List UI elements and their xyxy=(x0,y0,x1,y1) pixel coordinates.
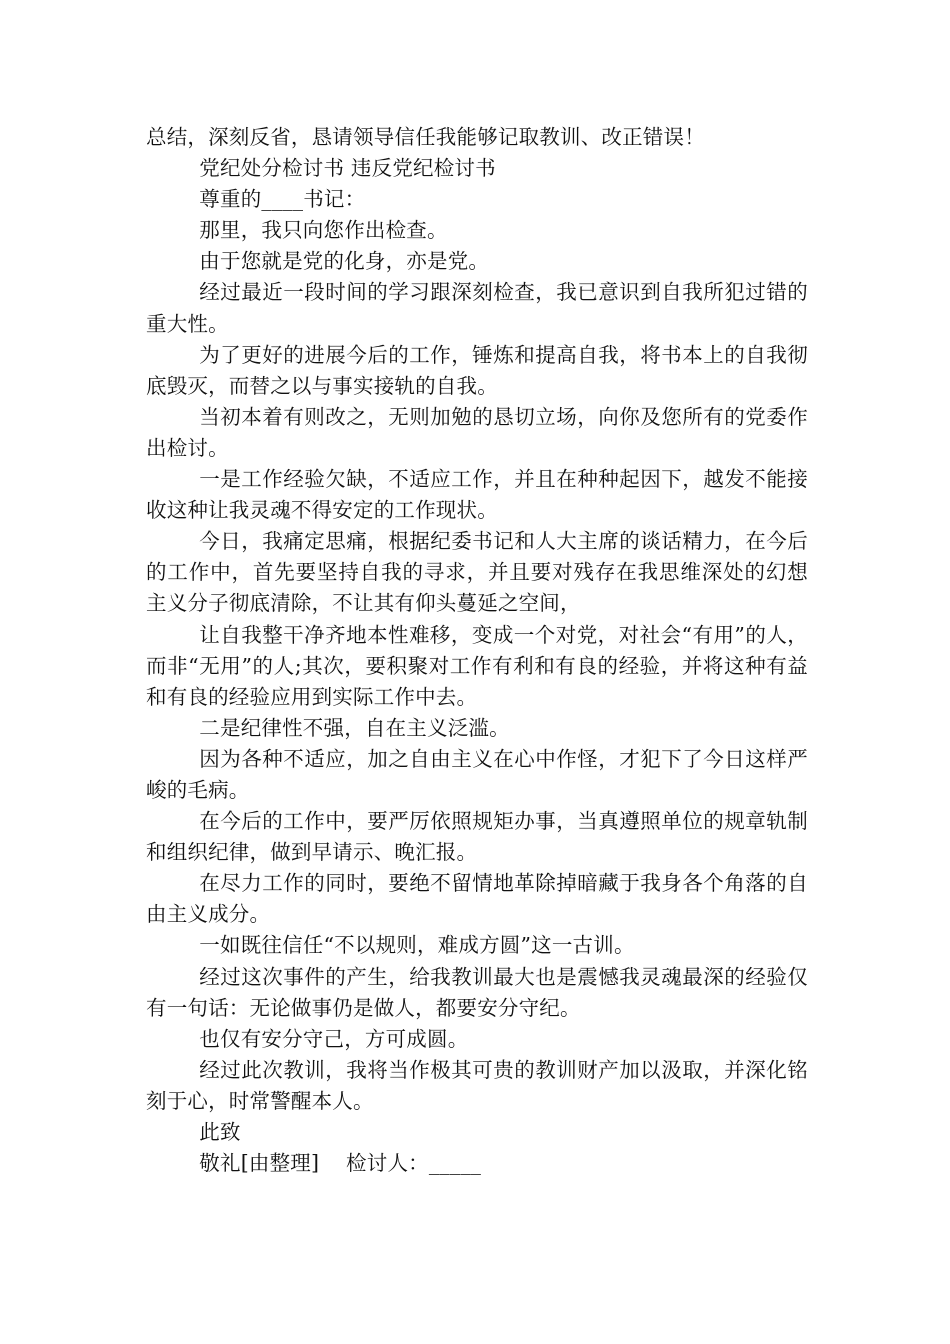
paragraph-12: 二是纪律性不强，自在主义泛滥。 xyxy=(199,715,510,740)
paragraph-19: 经过此次教训，我将当作极其可贵的教训财产加以汲取，并深化铭刻于心，时常警醒本人。 xyxy=(146,1057,808,1113)
paragraph-15: 在尽力工作的同时，要绝不留情地革除掉暗藏于我身各个角落的自由主义成分。 xyxy=(146,871,808,927)
paragraph-6: 经过最近一段时间的学习跟深刻检查，我已意识到自我所犯过错的重大性。 xyxy=(146,280,808,336)
paragraph-11: 让自我整干净齐地本性难移，变成一个对党，对社会“有用”的人，而非“无用”的人;其次，要积聚对工作有利和有良的经验，并将这种有益和有良的经验应用到实际工作中去。 xyxy=(146,622,808,709)
paragraph-8: 当初本着有则改之，无则加勉的恳切立场，向你及您所有的党委作出检讨。 xyxy=(146,404,808,460)
paragraph-17: 经过这次事件的产生，给我教训最大也是震憾我灵魂最深的经验仅有一句话：无论做事仍是做人，都要安分守纪。 xyxy=(146,964,808,1020)
closing-phrase: 此致 xyxy=(199,1120,241,1144)
paragraph-7: 为了更好的进展今后的工作，锤炼和提高自我，将书本上的自我彻底毁灭，而替之以与事实接轨的自我。 xyxy=(146,342,808,398)
paragraph-13: 因为各种不适应，加之自由主义在心中作怪，才犯下了今日这样严峻的毛病。 xyxy=(146,746,808,802)
paragraph-14: 在今后的工作中，要严厉依照规矩办事，当真遵照单位的规章轨制和组织纪律，做到早请示、晚汇报。 xyxy=(146,809,808,865)
document-heading: 党纪处分检讨书 违反党纪检讨书 xyxy=(199,156,496,181)
paragraph-18: 也仅有安分守己，方可成圆。 xyxy=(199,1026,469,1051)
paragraph-10: 今日，我痛定思痛，根据纪委书记和人大主席的谈话精力，在今后的工作中，首先要坚持自我的寻求，并且要对残存在我思维深处的幻想主义分子彻底清除，不让其有仰头蔓延之空间， xyxy=(146,529,808,616)
paragraph-4: 那里，我只向您作出检查。 xyxy=(199,218,448,243)
paragraph-16: 一如既往信任“不以规则，难成方圆”这一古训。 xyxy=(199,933,635,958)
paragraph-9: 一是工作经验欠缺，不适应工作，并且在种种起因下，越发不能接收这种让我灵魂不得安定的工作现状。 xyxy=(146,467,808,523)
paragraph-5: 由于您就是党的化身，亦是党。 xyxy=(199,249,490,274)
document-body xyxy=(146,122,808,1179)
salutation: 尊重的____书记： xyxy=(199,187,366,212)
paragraph-1: 总结，深刻反省，恳请领导信任我能够记取教训、改正错误！ xyxy=(146,125,705,149)
signature-line: 敬礼[由整理] 检讨人：_____ xyxy=(199,1151,482,1176)
